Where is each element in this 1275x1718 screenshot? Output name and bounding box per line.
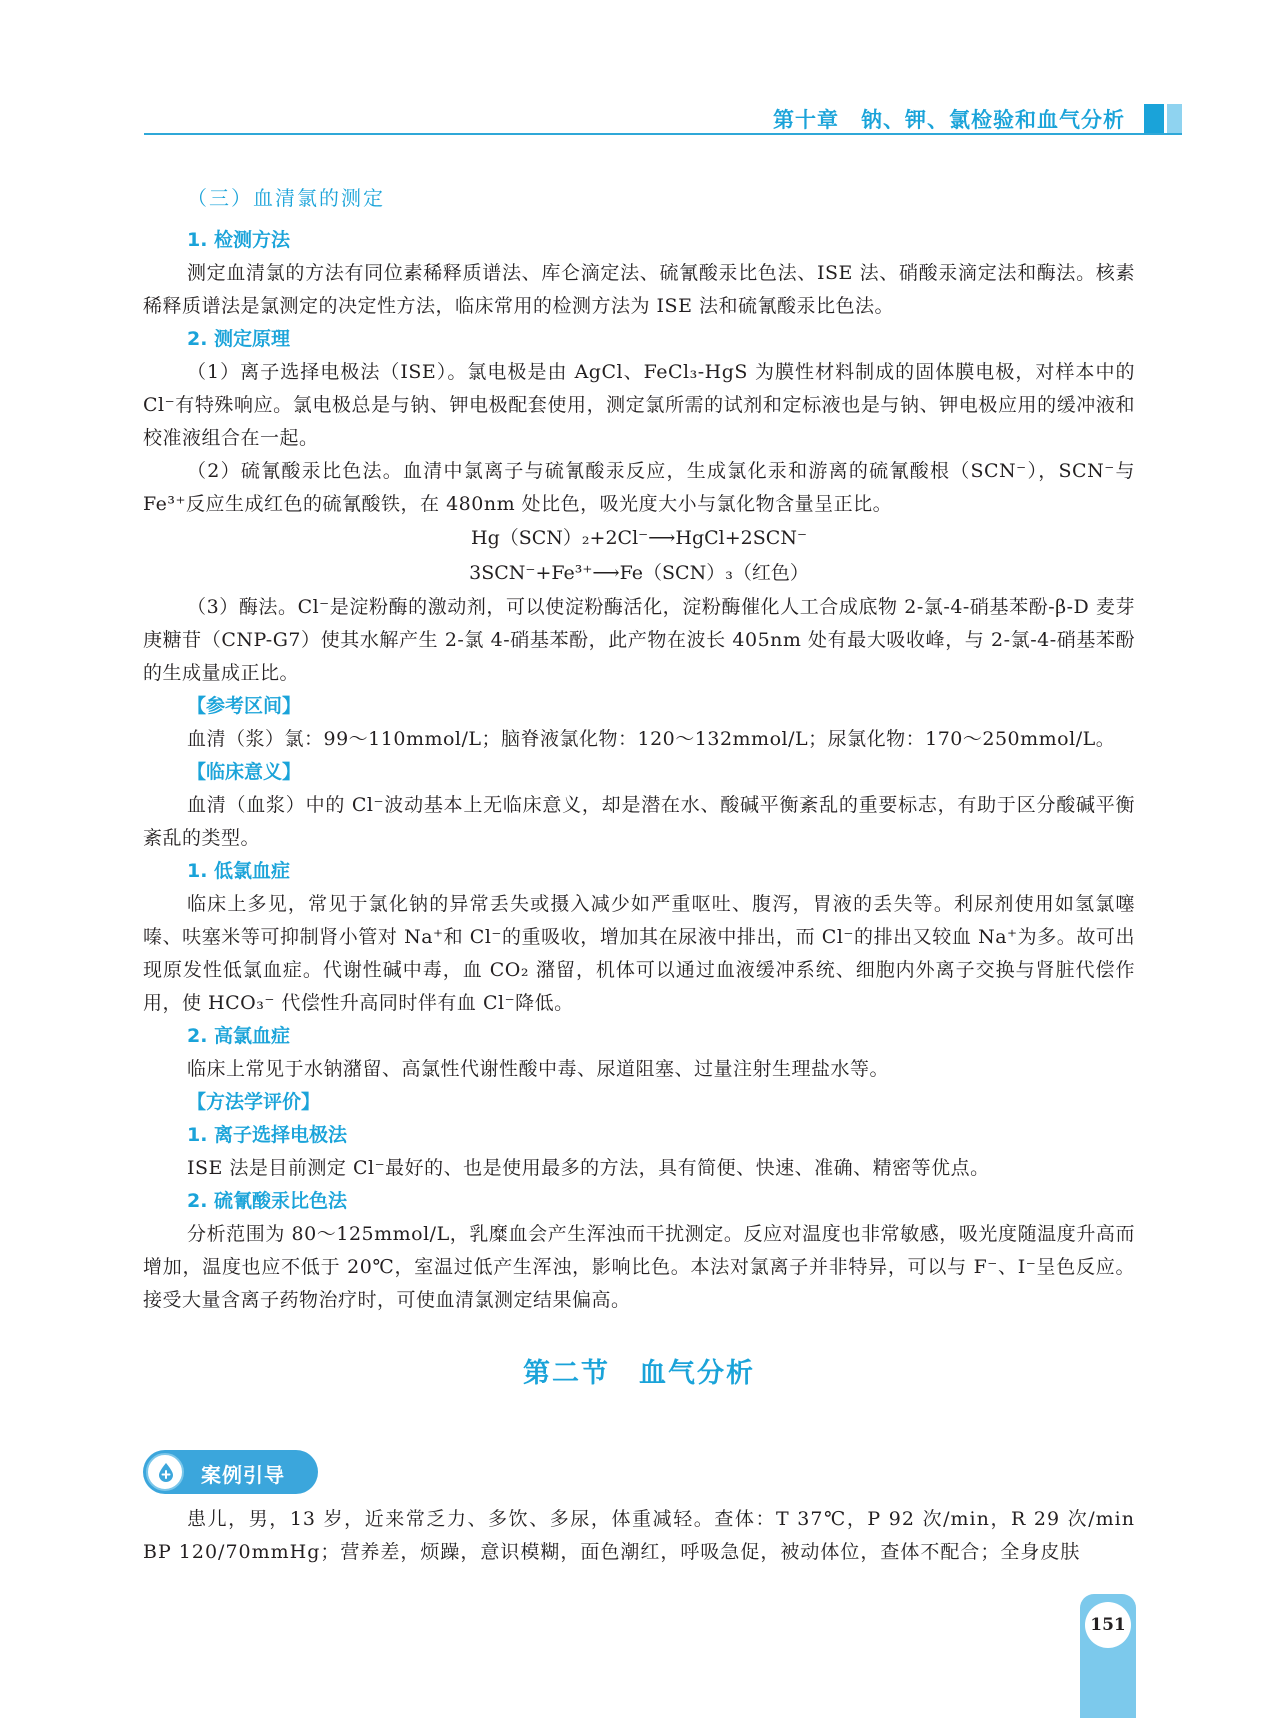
equation-2: 3SCN⁻+Fe³⁺⟶Fe（SCN）₃（红色） <box>469 562 809 584</box>
equation-1: Hg（SCN）₂+2Cl⁻⟶HgCl+2SCN⁻ <box>471 527 807 549</box>
subsection-title: （三）血清氯的测定 <box>187 186 385 210</box>
paragraph-principle-enzyme: （3）酶法。Cl⁻是淀粉酶的激动剂，可以使淀粉酶活化，淀粉酶催化人工合成底物 2-氯-4-硝基苯酚-β-D 麦芽庚糖苷（CNP-G7）使其水解产生 2-氯 4-硝基苯酚，此产物在波长 405nm 处有最大吸收峰，与 2-氯-4-硝基苯酚的生成量成正比。 <box>143 596 1135 684</box>
main-content <box>143 180 1135 1390</box>
case-guide-badge <box>143 1450 318 1494</box>
chapter-title: 第十章 钠、钾、氯检验和血气分析 <box>773 108 1125 132</box>
paragraph-principle-ise: （1）离子选择电极法（ISE）。氯电极是由 AgCl、FeCl₃-HgS 为膜性材料制成的固体膜电极，对样本中的 Cl⁻有特殊响应。氯电极总是与钠、钾电极配套使用，测定氯所需的试剂和定标液也是与钠、钾电极应用的缓冲液和校准液组合在一起。 <box>143 361 1135 449</box>
heading-reference-range: 【参考区间】 <box>187 695 302 717</box>
paragraph-ise-method: ISE 法是目前测定 Cl⁻最好的、也是使用最多的方法，具有简便、快速、准确、精密等优点。 <box>187 1157 990 1179</box>
heading-method-evaluation: 【方法学评价】 <box>187 1091 321 1113</box>
heading-scn-method: 2. 硫氰酸汞比色法 <box>187 1190 348 1212</box>
paragraph-case: 患儿，男，13 岁，近来常乏力、多饮、多尿，体重减轻。查体：T 37℃，P 92 次/min，R 29 次/min BP 120/70mmHg；营养差，烦躁，意识模糊，面色潮红，呼吸急促，被动体位，查体不配合；全身皮肤 <box>143 1508 1135 1563</box>
paragraph-reference-range: 血清（浆）氯：99～110mmol/L；脑脊液氯化物：120～132mmol/L；尿氯化物：170～250mmol/L。 <box>187 728 1116 750</box>
case-text-block <box>143 1503 1135 1569</box>
header-rule <box>144 133 1182 135</box>
page-number: 151 <box>1085 1602 1131 1648</box>
page-number-tab <box>1080 1594 1136 1718</box>
heading-hypochloremia: 1. 低氯血症 <box>187 860 291 882</box>
heading-principle: 2. 测定原理 <box>187 328 291 350</box>
paragraph-clinical-significance: 血清（血浆）中的 Cl⁻波动基本上无临床意义，却是潜在水、酸碱平衡紊乱的重要标志，有助于区分酸碱平衡紊乱的类型。 <box>143 794 1135 849</box>
heading-hyperchloremia: 2. 高氯血症 <box>187 1025 291 1047</box>
paragraph-principle-scn: （2）硫氰酸汞比色法。血清中氯离子与硫氰酸汞反应，生成氯化汞和游离的硫氰酸根（SCN⁻），SCN⁻与 Fe³⁺反应生成红色的硫氰酸铁，在 480nm 处比色，吸光度大小与氯化物含量呈正比。 <box>143 460 1135 515</box>
heading-clinical-significance: 【临床意义】 <box>187 761 302 783</box>
heading-ise-method: 1. 离子选择电极法 <box>187 1124 348 1146</box>
paragraph-scn-method: 分析范围为 80～125mmol/L，乳糜血会产生浑浊而干扰测定。反应对温度也非常敏感，吸光度随温度升高而增加，温度也应不低于 20℃，室温过低产生浑浊，影响比色。本法对氯离子并非特异，可以与 F⁻、I⁻呈色反应。接受大量含离子药物治疗时，可使血清氯测定结果偏高。 <box>143 1223 1135 1311</box>
case-guide-label: 案例引导 <box>201 1463 285 1487</box>
case-icon-circle <box>146 1453 184 1491</box>
header-accent-block-light <box>1167 104 1182 133</box>
heading-detect-method: 1. 检测方法 <box>187 229 291 251</box>
section-title: 第二节 血气分析 <box>523 1358 755 1389</box>
paragraph-detect-method: 测定血清氯的方法有同位素稀释质谱法、库仑滴定法、硫氰酸汞比色法、ISE 法、硝酸汞滴定法和酶法。核素稀释质谱法是氯测定的决定性方法，临床常用的检测方法为 ISE 法和硫氰酸汞比色法。 <box>143 262 1135 317</box>
paragraph-hypochloremia: 临床上多见，常见于氯化钠的异常丢失或摄入减少如严重呕吐、腹泻，胃液的丢失等。利尿剂使用如氢氯噻嗪、呋塞米等可抑制肾小管对 Na⁺和 Cl⁻的重吸收，增加其在尿液中排出，而 Cl⁻的排出又较血 Na⁺为多。故可出现原发性低氯血症。代谢性碱中毒，血 CO₂ 潴留，机体可以通过血液缓冲系统、细胞内外离子交换与肾脏代偿作用，使 HCO₃⁻ 代偿性升高同时伴有血 Cl⁻降低。 <box>143 893 1135 1014</box>
paragraph-hyperchloremia: 临床上常见于水钠潴留、高氯性代谢性酸中毒、尿道阻塞、过量注射生理盐水等。 <box>187 1058 890 1080</box>
header-accent-block <box>1144 104 1164 133</box>
water-drop-plus-icon <box>157 1462 175 1482</box>
